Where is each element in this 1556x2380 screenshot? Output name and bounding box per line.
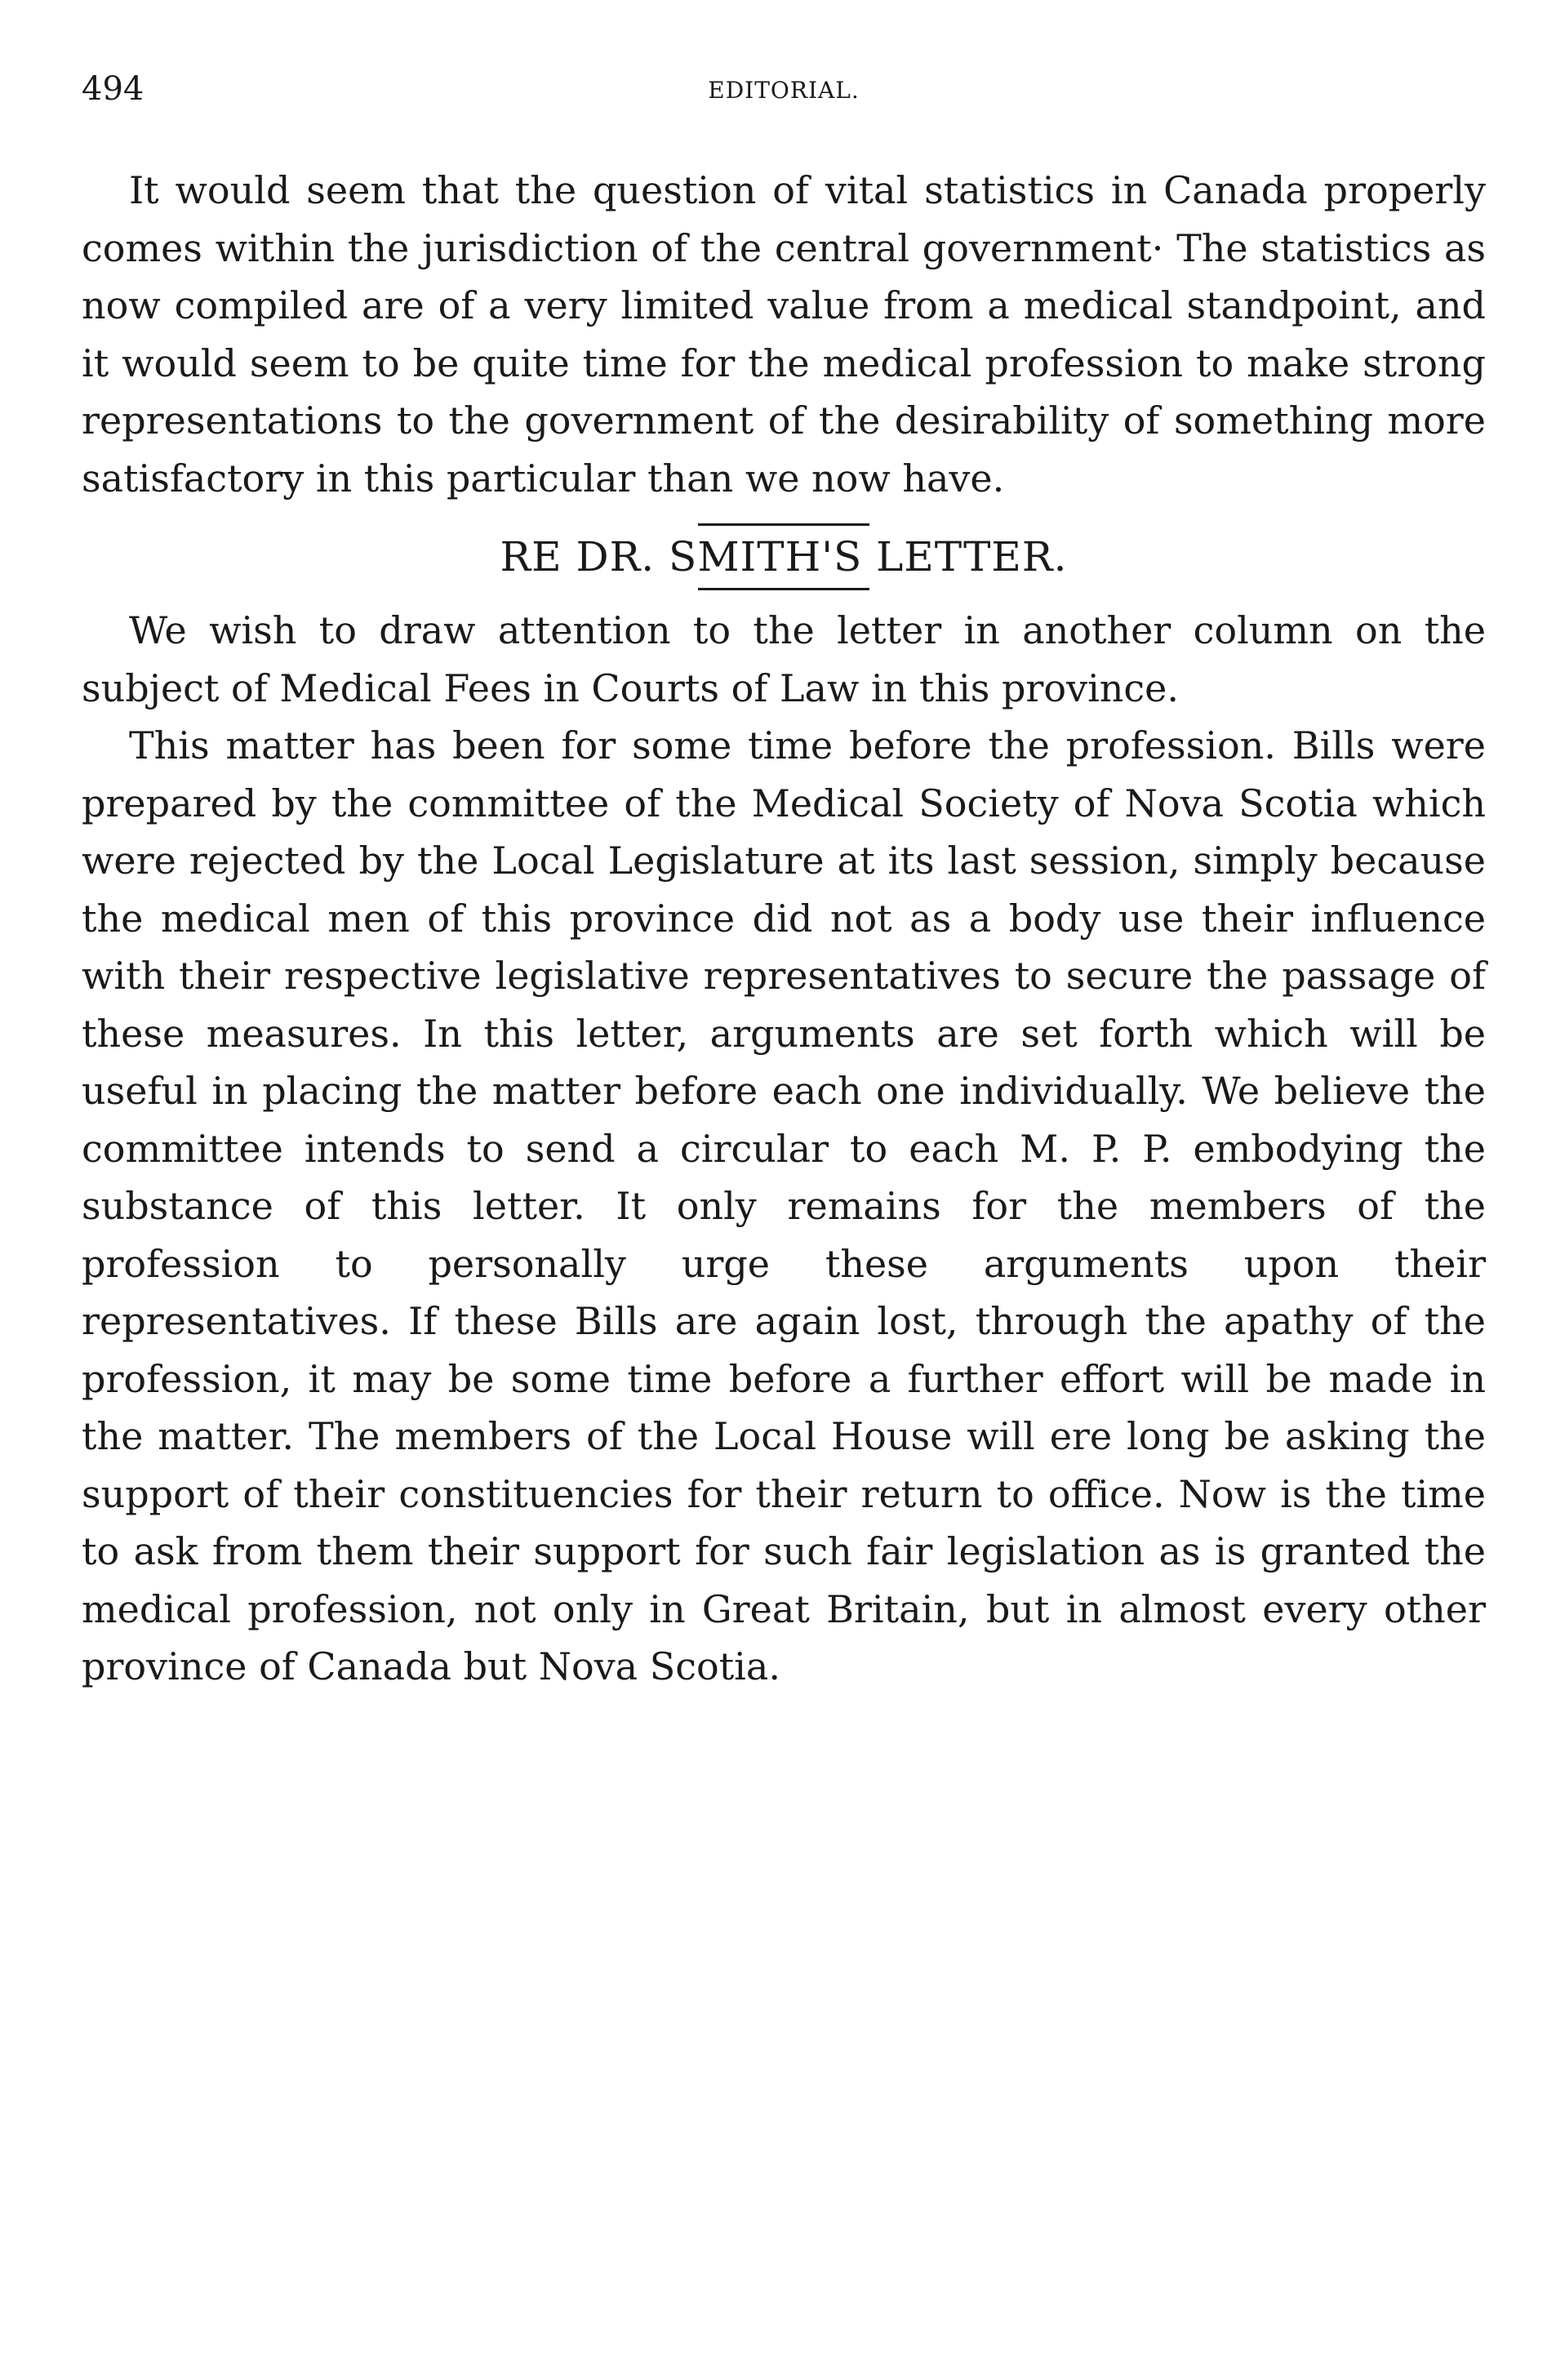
article-body bbox=[82, 162, 1486, 1696]
heading-rule-bottom bbox=[698, 588, 869, 590]
running-head: EDITORIAL. bbox=[708, 77, 860, 104]
section-heading-block bbox=[82, 523, 1486, 590]
section-paragraph: This matter has been for some time before the profession. Bills were prepared by the committee of the Medical Society of Nova Scotia which were rejected by the Local Legislature at its last session, simply because the medical men of this province did not as a body use their influence with their respective legislative representatives to secure the passage of these measures. In this letter, arguments are set forth which will be useful in placing the matter before each one individually. We believe the committee intends to send a circular to each M. P. P. embodying the substance of this letter. It only remains for the members of the profession to personally urge these arguments upon their representatives. If these Bills are again lost, through the apathy of the profession, it may be some time before a further effort will be made in the matter. The members of the Local House will ere long be asking the support of their constituencies for their return to office. Now is the time to ask from them their support for such fair legislation as is granted the medical profession, not only in Great Britain, but in almost every other province of Canada but Nova Scotia. bbox=[82, 723, 1486, 1688]
section-paragraph: We wish to draw attention to the letter in another column on the subject of Medical Fees in Courts of Law in this province. bbox=[82, 608, 1486, 710]
page-number: 494 bbox=[82, 70, 144, 108]
page-header bbox=[82, 69, 1486, 109]
section-heading: RE DR. SMITH'S LETTER. bbox=[500, 533, 1068, 581]
intro-paragraph: It would seem that the question of vital statistics in Canada properly comes within the jurisdiction of the central government· The statistics as now compiled are of a very limited value from a medical standpoint, and it would seem to be quite time for the medical profession to make strong representations to the government of the desirability of something more satisfactory in this particular than we now have. bbox=[82, 168, 1486, 500]
